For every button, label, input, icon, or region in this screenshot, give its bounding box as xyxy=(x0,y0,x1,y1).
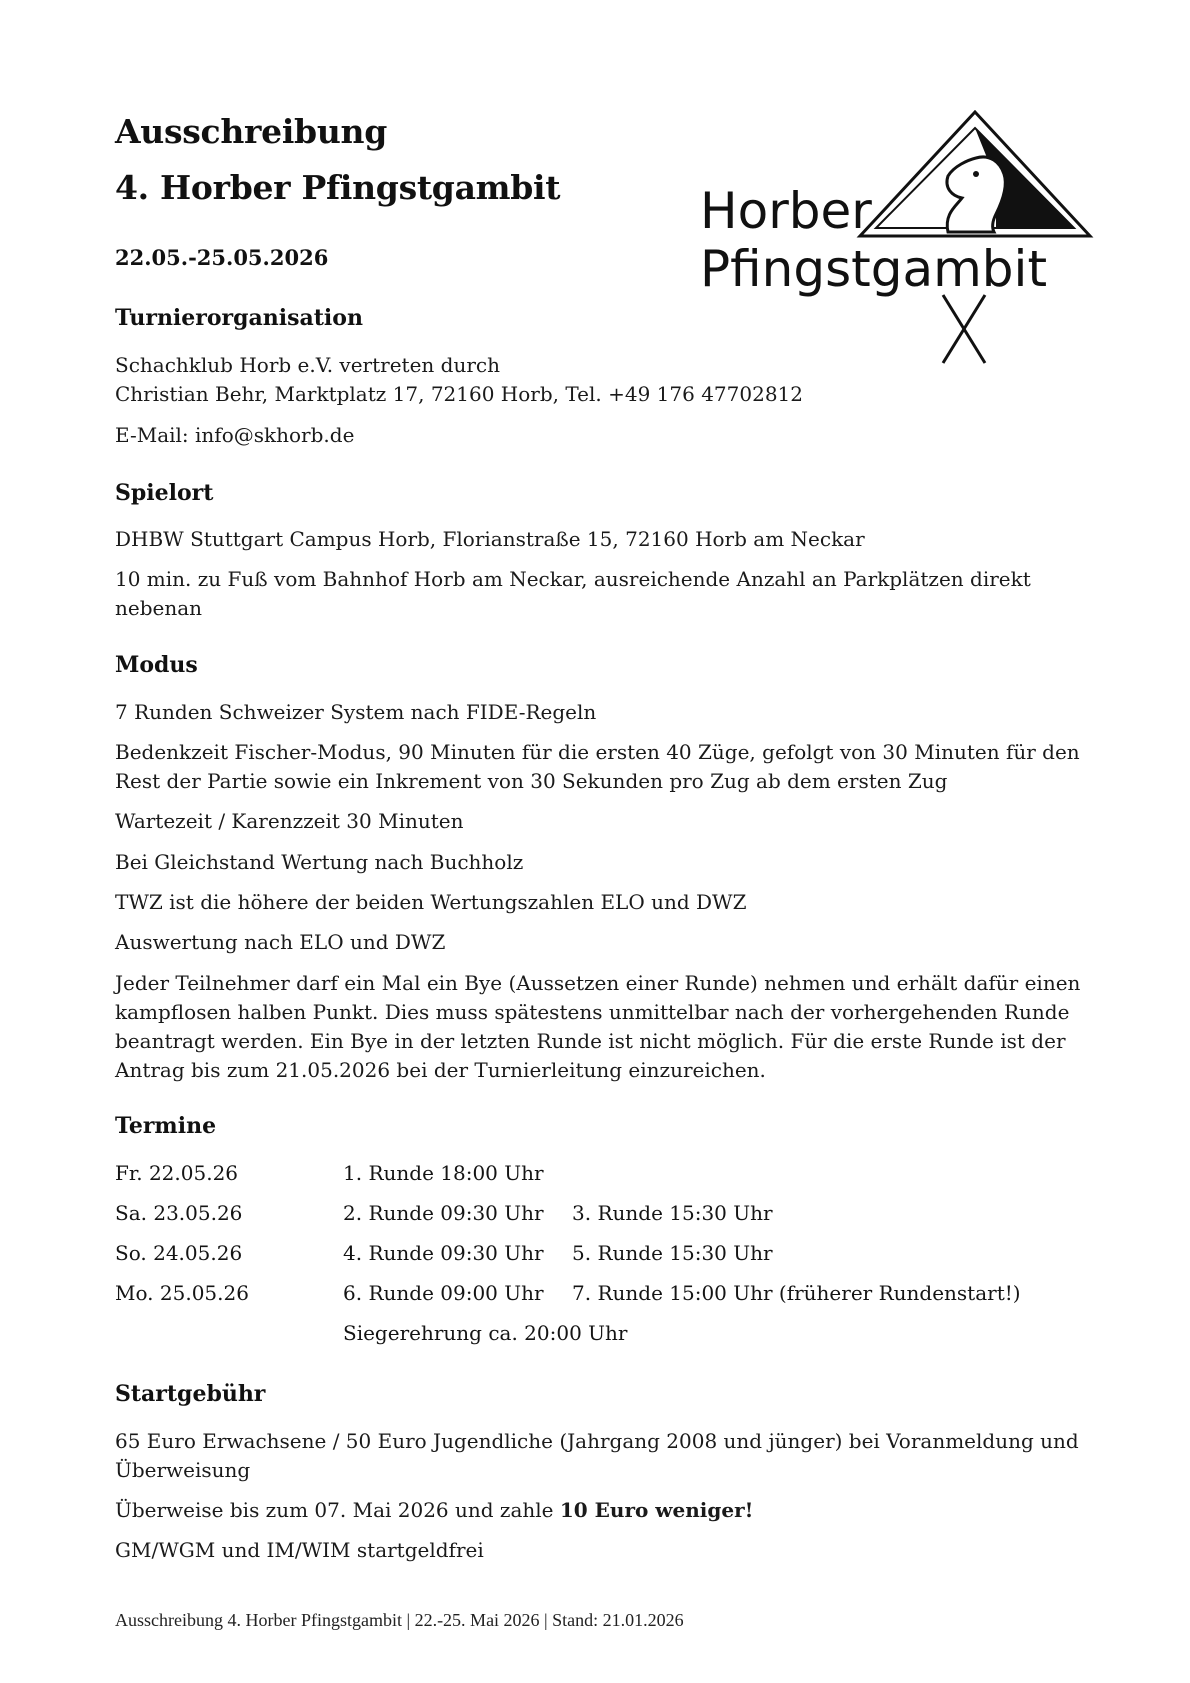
schedule-round-1: 1. Runde 18:00 Uhr xyxy=(343,1161,544,1185)
title-line-1: Ausschreibung xyxy=(115,112,387,151)
organisation-line-2: Christian Behr, Marktplatz 17, 72160 Horb, Tel. +49 176 47702812 xyxy=(115,382,803,406)
event-dates: 22.05.-25.05.2026 xyxy=(115,245,329,270)
horber-pfingstgambit-logo xyxy=(700,110,1100,380)
fee-line-2-prefix: Überweise bis zum 07. Mai 2026 und zahle xyxy=(115,1498,560,1522)
organisation-line-1: Schachklub Horb e.V. vertreten durch xyxy=(115,353,500,377)
organisation-email: E-Mail: info@skhorb.de xyxy=(115,423,355,447)
title-line-2: 4. Horber Pfingstgambit xyxy=(115,168,561,207)
schedule-round-4: 4. Runde 09:30 Uhr xyxy=(343,1241,544,1265)
mode-item-6: Auswertung nach ELO und DWZ xyxy=(115,930,446,954)
heading-organisation: Turnierorganisation xyxy=(115,305,363,331)
heading-mode: Modus xyxy=(115,652,198,678)
mode-item-1: 7 Runden Schweizer System nach FIDE-Regeln xyxy=(115,700,597,724)
schedule-date-2: Sa. 23.05.26 xyxy=(115,1201,243,1225)
fee-line-3: GM/WGM und IM/WIM startgeldfrei xyxy=(115,1538,484,1562)
heading-schedule: Termine xyxy=(115,1113,217,1139)
schedule-round-6: 6. Runde 09:00 Uhr xyxy=(343,1281,544,1305)
knight-eye xyxy=(973,171,979,177)
mode-item-7: Jeder Teilnehmer darf ein Mal ein Bye (Aussetzen einer Runde) nehmen und erhält dafür einen kampflosen halben Punkt. Dies muss spätestens unmittelbar nach der vorhergehenden Runde beantragt werden. Ein Bye in der letzten Runde ist nicht möglich. Für die erste Runde ist der Antrag bis zum 21.05.2026 bei der Turnierleitung einzureichen. xyxy=(115,971,1081,1082)
fee-line-1: 65 Euro Erwachsene / 50 Euro Jugendliche (Jahrgang 2008 und jünger) bei Voranmeldung und Überweisung xyxy=(115,1429,1079,1482)
mode-item-3: Wartezeit / Karenzzeit 30 Minuten xyxy=(115,809,464,833)
logo-word-pfingstgambit: Pfingstgambit xyxy=(700,240,1048,298)
mode-item-4: Bei Gleichstand Wertung nach Buchholz xyxy=(115,850,524,874)
schedule-date-3: So. 24.05.26 xyxy=(115,1241,243,1265)
mode-item-5: TWZ ist die höhere der beiden Wertungszahlen ELO und DWZ xyxy=(115,890,747,914)
fee-line-2 xyxy=(115,1496,1095,1525)
schedule-round-3: 3. Runde 15:30 Uhr xyxy=(572,1201,773,1225)
schedule-round-7: 7. Runde 15:00 Uhr (früherer Rundenstart!) xyxy=(572,1281,1021,1305)
fee-discount-highlight: 10 Euro weniger! xyxy=(559,1498,754,1522)
heading-venue: Spielort xyxy=(115,480,214,506)
heading-fee: Startgebühr xyxy=(115,1381,266,1407)
venue-address: DHBW Stuttgart Campus Horb, Florianstraße 15, 72160 Horb am Neckar xyxy=(115,527,865,551)
schedule-round-5: 5. Runde 15:30 Uhr xyxy=(572,1241,773,1265)
venue-directions: 10 min. zu Fuß vom Bahnhof Horb am Neckar, ausreichende Anzahl an Parkplätzen direkt nebenan xyxy=(115,567,1031,620)
schedule-date-4: Mo. 25.05.26 xyxy=(115,1281,249,1305)
schedule-ceremony: Siegerehrung ca. 20:00 Uhr xyxy=(343,1321,628,1345)
page-footer: Ausschreibung 4. Horber Pfingstgambit | 22.-25. Mai 2026 | Stand: 21.01.2026 xyxy=(115,1610,684,1630)
logo-word-horber: Horber xyxy=(700,182,872,240)
mode-item-2: Bedenkzeit Fischer-Modus, 90 Minuten für die ersten 40 Züge, gefolgt von 30 Minuten für den Rest der Partie sowie ein Inkrement von 30 Sekunden pro Zug ab dem ersten Zug xyxy=(115,740,1080,793)
schedule-round-2: 2. Runde 09:30 Uhr xyxy=(343,1201,544,1225)
schedule-date-1: Fr. 22.05.26 xyxy=(115,1161,239,1185)
